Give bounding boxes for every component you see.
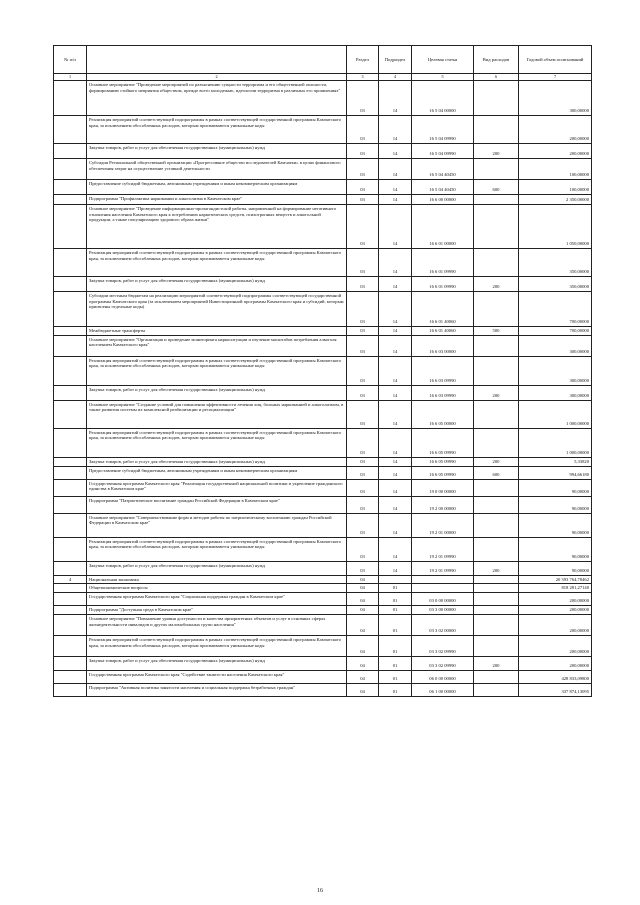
row-target-article-cell: 16 5 04 40450	[412, 159, 474, 180]
row-expense-type-cell: 200	[474, 656, 519, 670]
row-target-article-cell: 19 2 01 00000	[412, 513, 474, 537]
row-name-cell: Реализация мероприятий соответствующей подпрограммы в рамках соответствующей государственной программы Камчатского края, за исключением обособленных расходов, которым присваиваются уникальные коды	[87, 428, 347, 457]
row-podrazdel-cell: 14	[379, 466, 412, 479]
row-razdel-cell: 03	[347, 195, 379, 205]
row-amount-cell: 200,00000	[519, 606, 592, 615]
table-row	[54, 400, 592, 428]
row-name-cell: Закупка товаров, работ и услуг для обеспечения государственных (муниципальных) нужд	[87, 277, 347, 292]
row-expense-type-cell	[474, 593, 519, 606]
row-expense-type-cell: 200	[474, 385, 519, 400]
row-expense-type-cell	[474, 356, 519, 385]
row-num-cell: 4	[54, 575, 87, 584]
row-num-cell	[54, 656, 87, 670]
row-razdel-cell: 03	[347, 561, 379, 575]
row-name-cell: Закупка товаров, работ и услуг для обеспечения государственных (муниципальных) нужд	[87, 385, 347, 400]
table-row	[54, 513, 592, 537]
table-row	[54, 466, 592, 479]
row-name-cell: Межбюджетные трансферты	[87, 327, 347, 336]
row-target-article-cell: 06 1 00 00000	[412, 683, 474, 696]
row-name-cell: Государственная программа Камчатского края "Реализация государственной национальной политики и укрепление гражданского единства в Камчатском крае"	[87, 479, 347, 496]
table-row	[54, 205, 592, 249]
row-name-cell: Государственная программа Камчатского края "Социальная поддержка граждан в Камчатском крае"	[87, 593, 347, 606]
row-podrazdel-cell: 01	[379, 614, 412, 635]
row-amount-cell: 200,00000	[519, 656, 592, 670]
row-num-cell	[54, 159, 87, 180]
row-amount-cell: 90,00000	[519, 479, 592, 496]
table-row	[54, 584, 592, 593]
row-target-article-cell: 16 6 01 00000	[412, 205, 474, 249]
table-row	[54, 116, 592, 144]
table-row	[54, 335, 592, 356]
row-razdel-cell: 03	[347, 292, 379, 327]
row-amount-cell: 90,00000	[519, 513, 592, 537]
row-amount-cell: 428 833,09800	[519, 670, 592, 683]
row-name-cell: Субсидии местным бюджетам на реализацию мероприятий соответствующей подпрограммы соответствующей государственной программы Камчатского края (за исключением мероприятий Инвестиционной программы Камчатского края и субсидий, которым присвоены отдельные коды)	[87, 292, 347, 327]
row-num-cell	[54, 593, 87, 606]
row-razdel-cell: 04	[347, 606, 379, 615]
row-amount-cell: 300,00000	[519, 81, 592, 116]
table-row	[54, 575, 592, 584]
table-row	[54, 81, 592, 116]
row-name-cell: Государственная программа Камчатского края "Содействие занятости населения Камчатского края"	[87, 670, 347, 683]
row-podrazdel-cell: 14	[379, 335, 412, 356]
row-razdel-cell: 04	[347, 614, 379, 635]
row-amount-cell: 100,00000	[519, 159, 592, 180]
row-name-cell: Закупка товаров, работ и услуг для обеспечения государственных (муниципальных) нужд	[87, 457, 347, 466]
row-num-cell	[54, 180, 87, 195]
row-podrazdel-cell: 01	[379, 593, 412, 606]
row-amount-cell: 90,00000	[519, 496, 592, 513]
table-row	[54, 159, 592, 180]
row-expense-type-cell	[474, 584, 519, 593]
row-razdel-cell: 04	[347, 584, 379, 593]
row-razdel-cell: 03	[347, 205, 379, 249]
row-expense-type-cell	[474, 205, 519, 249]
row-razdel-cell: 03	[347, 277, 379, 292]
row-amount-cell: 818 281,27140	[519, 584, 592, 593]
row-razdel-cell: 03	[347, 249, 379, 277]
row-podrazdel-cell: 14	[379, 159, 412, 180]
row-target-article-cell: 16 6 05 09990	[412, 457, 474, 466]
row-num-cell	[54, 292, 87, 327]
row-num-cell	[54, 327, 87, 336]
row-target-article-cell: 16 5 04 00000	[412, 81, 474, 116]
row-target-article-cell: 03 3 00 00000	[412, 606, 474, 615]
row-name-cell: Основное мероприятие "Проведение информационно-пропагандистской работы, направленной на формирование негативного отношения населения Камчатского края к потреблению наркотических средств, психотропных веществ и алкогольной продукции, а также популяризацию здорового образа жизни"	[87, 205, 347, 249]
row-target-article-cell: 19 2 00 00000	[412, 496, 474, 513]
row-amount-cell: 350,00000	[519, 277, 592, 292]
row-num-cell	[54, 400, 87, 428]
row-podrazdel-cell: 14	[379, 385, 412, 400]
row-num-cell	[54, 277, 87, 292]
row-amount-cell: 1 000,00000	[519, 400, 592, 428]
row-podrazdel-cell: 14	[379, 277, 412, 292]
column-number: 1	[54, 74, 87, 81]
row-expense-type-cell	[474, 159, 519, 180]
row-name-cell: Подпрограмма "Активная политика занятости населения и социальная поддержка безработных граждан"	[87, 683, 347, 696]
row-expense-type-cell: 200	[474, 457, 519, 466]
table-row	[54, 606, 592, 615]
row-target-article-cell: 16 6 05 00000	[412, 400, 474, 428]
row-name-cell: Субсидия Региональной общественной организации «Прогрессивное общество исследователей Камчатки» в целях финансового обеспечения затрат на осуществление уставной деятельности	[87, 159, 347, 180]
row-expense-type-cell	[474, 635, 519, 656]
row-expense-type-cell	[474, 81, 519, 116]
row-amount-cell: 200,00000	[519, 593, 592, 606]
row-num-cell	[54, 513, 87, 537]
row-name-cell: Основное мероприятие "Организация и проведение мониторинга наркоситуации и изучение масштабов потребления алкоголя населением Камчатского края"	[87, 335, 347, 356]
row-razdel-cell: 03	[347, 537, 379, 561]
table-row	[54, 385, 592, 400]
row-razdel-cell: 03	[347, 466, 379, 479]
row-expense-type-cell: 200	[474, 277, 519, 292]
table-row	[54, 249, 592, 277]
row-expense-type-cell	[474, 537, 519, 561]
table-row	[54, 457, 592, 466]
row-target-article-cell: 19 2 01 09990	[412, 561, 474, 575]
row-podrazdel-cell: 14	[379, 292, 412, 327]
header-target-article: Целевая статья	[412, 46, 474, 74]
row-target-article-cell	[412, 575, 474, 584]
row-name-cell: Национальная экономика	[87, 575, 347, 584]
row-razdel-cell: 03	[347, 356, 379, 385]
row-podrazdel-cell: 14	[379, 496, 412, 513]
header-podrazdel: Подраздел	[379, 46, 412, 74]
row-expense-type-cell	[474, 513, 519, 537]
row-razdel-cell: 03	[347, 385, 379, 400]
row-target-article-cell: 16 6 03 09990	[412, 385, 474, 400]
row-amount-cell: 700,00000	[519, 292, 592, 327]
row-num-cell	[54, 116, 87, 144]
row-target-article-cell: 03 3 02 09990	[412, 635, 474, 656]
row-num-cell	[54, 466, 87, 479]
row-expense-type-cell: 600	[474, 180, 519, 195]
row-num-cell	[54, 457, 87, 466]
table-row	[54, 537, 592, 561]
row-expense-type-cell	[474, 249, 519, 277]
row-expense-type-cell	[474, 479, 519, 496]
row-num-cell	[54, 606, 87, 615]
row-name-cell: Закупка товаров, работ и услуг для обеспечения государственных (муниципальных) нужд	[87, 144, 347, 159]
row-razdel-cell: 04	[347, 670, 379, 683]
row-amount-cell: 300,00000	[519, 385, 592, 400]
row-num-cell	[54, 584, 87, 593]
row-amount-cell: 300,00000	[519, 356, 592, 385]
row-podrazdel-cell: 01	[379, 584, 412, 593]
table-row	[54, 195, 592, 205]
row-razdel-cell: 03	[347, 400, 379, 428]
row-num-cell	[54, 537, 87, 561]
row-amount-cell: 350,00000	[519, 249, 592, 277]
table-row	[54, 356, 592, 385]
row-amount-cell: 100,00000	[519, 180, 592, 195]
row-name-cell: Реализация мероприятий соответствующей подпрограммы в рамках соответствующей государственной программы Камчатского края, за исключением обособленных расходов, которым присваиваются уникальные коды	[87, 537, 347, 561]
row-amount-cell: 300,00000	[519, 335, 592, 356]
row-podrazdel-cell: 14	[379, 561, 412, 575]
row-name-cell: Основное мероприятие "Совершенствование форм и методов работы по патриотическому воспитанию граждан Российской Федерации в Камчатском крае"	[87, 513, 347, 537]
row-target-article-cell: 03 3 02 00000	[412, 614, 474, 635]
column-number: 7	[519, 74, 592, 81]
row-razdel-cell: 04	[347, 575, 379, 584]
row-podrazdel-cell: 01	[379, 606, 412, 615]
row-name-cell: Основное мероприятие "Проведение мероприятий по разъяснению сущности терроризма и его общественной опасности, формированию стойкого неприятия обществом, прежде всего молодежью, идеологии терроризма в различных его проявлениях"	[87, 81, 347, 116]
row-target-article-cell: 19 0 00 00000	[412, 479, 474, 496]
row-target-article-cell: 16 6 01 40060	[412, 327, 474, 336]
row-num-cell	[54, 195, 87, 205]
row-podrazdel-cell: 01	[379, 683, 412, 696]
table-row	[54, 561, 592, 575]
row-num-cell	[54, 144, 87, 159]
row-podrazdel-cell: 14	[379, 116, 412, 144]
row-podrazdel-cell: 14	[379, 356, 412, 385]
row-num-cell	[54, 249, 87, 277]
row-target-article-cell: 03 3 02 09990	[412, 656, 474, 670]
row-target-article-cell: 16 5 04 09990	[412, 144, 474, 159]
table-row	[54, 180, 592, 195]
row-podrazdel-cell: 14	[379, 81, 412, 116]
row-amount-cell: 1 050,00000	[519, 205, 592, 249]
row-num-cell	[54, 356, 87, 385]
row-target-article-cell: 16 6 05 09990	[412, 428, 474, 457]
budget-table	[53, 45, 592, 697]
table-row	[54, 479, 592, 496]
column-number: 2	[87, 74, 347, 81]
row-num-cell	[54, 670, 87, 683]
row-name-cell: Основное мероприятие "Повышение уровня доступности и качества приоритетных объектов и услуг в основных сферах жизнедеятельности инвалидов и других маломобильных групп населения"	[87, 614, 347, 635]
row-target-article-cell: 03 0 00 00000	[412, 593, 474, 606]
row-target-article-cell: 16 6 03 09990	[412, 356, 474, 385]
row-razdel-cell: 03	[347, 457, 379, 466]
row-expense-type-cell	[474, 496, 519, 513]
row-amount-cell: 20 393 764,78462	[519, 575, 592, 584]
row-razdel-cell: 03	[347, 513, 379, 537]
row-razdel-cell: 04	[347, 635, 379, 656]
row-target-article-cell	[412, 584, 474, 593]
row-target-article-cell: 19 2 01 09990	[412, 537, 474, 561]
row-podrazdel-cell: 14	[379, 537, 412, 561]
row-podrazdel-cell: 01	[379, 670, 412, 683]
table-body	[54, 81, 592, 697]
page-number: 16	[317, 888, 323, 894]
header-name	[87, 46, 347, 74]
document-page	[53, 45, 591, 697]
row-amount-cell: 200,00000	[519, 116, 592, 144]
column-number: 6	[474, 74, 519, 81]
row-podrazdel-cell: 14	[379, 428, 412, 457]
row-name-cell: Подпрограмма "Патриотическое воспитание граждан Российской Федерации в Камчатском крае"	[87, 496, 347, 513]
row-target-article-cell: 16 6 03 00000	[412, 335, 474, 356]
row-amount-cell: 994,66180	[519, 466, 592, 479]
table-row	[54, 683, 592, 696]
row-amount-cell: 200,00000	[519, 144, 592, 159]
row-target-article-cell: 16 6 05 09990	[412, 466, 474, 479]
row-expense-type-cell	[474, 428, 519, 457]
row-num-cell	[54, 635, 87, 656]
row-razdel-cell: 03	[347, 496, 379, 513]
row-num-cell	[54, 683, 87, 696]
row-expense-type-cell: 200	[474, 561, 519, 575]
row-expense-type-cell: 500	[474, 327, 519, 336]
row-name-cell: Предоставление субсидий бюджетным, автономным учреждениям и иным некоммерческим организациям	[87, 466, 347, 479]
row-razdel-cell: 04	[347, 593, 379, 606]
row-razdel-cell: 03	[347, 144, 379, 159]
row-num-cell	[54, 428, 87, 457]
header-annual-amount: Годовой объем ассигнований	[519, 46, 592, 74]
row-target-article-cell: 16 6 01 40060	[412, 292, 474, 327]
row-amount-cell: 2 350,00000	[519, 195, 592, 205]
row-podrazdel-cell: 14	[379, 144, 412, 159]
row-razdel-cell: 03	[347, 327, 379, 336]
row-amount-cell: 337 874,13095	[519, 683, 592, 696]
row-razdel-cell: 03	[347, 428, 379, 457]
row-expense-type-cell	[474, 292, 519, 327]
row-target-article-cell: 16 5 04 09990	[412, 116, 474, 144]
row-expense-type-cell	[474, 670, 519, 683]
column-number: 5	[412, 74, 474, 81]
row-name-cell: Общеэкономические вопросы	[87, 584, 347, 593]
row-name-cell: Основное мероприятие "Создание условий для повышения эффективности лечения лиц, больных наркоманией и алкоголизмом, в также развития системы их комплексной реабилитации и ресоциализации"	[87, 400, 347, 428]
row-num-cell	[54, 335, 87, 356]
table-row	[54, 593, 592, 606]
row-expense-type-cell	[474, 614, 519, 635]
row-podrazdel-cell: 14	[379, 513, 412, 537]
row-target-article-cell: 16 6 01 09990	[412, 277, 474, 292]
table-row	[54, 292, 592, 327]
row-podrazdel-cell: 14	[379, 205, 412, 249]
row-expense-type-cell: 600	[474, 466, 519, 479]
row-expense-type-cell	[474, 195, 519, 205]
row-name-cell: Предоставление субсидий бюджетным, автономным учреждениям и иным некоммерческим организациям	[87, 180, 347, 195]
column-number: 3	[347, 74, 379, 81]
row-podrazdel-cell: 14	[379, 457, 412, 466]
row-razdel-cell: 03	[347, 159, 379, 180]
row-expense-type-cell	[474, 575, 519, 584]
row-podrazdel-cell: 01	[379, 635, 412, 656]
row-num-cell	[54, 561, 87, 575]
row-podrazdel-cell: 14	[379, 249, 412, 277]
row-razdel-cell: 03	[347, 180, 379, 195]
row-num-cell	[54, 385, 87, 400]
row-name-cell: Подпрограмма "Профилактика наркомании и алкоголизма в Камчатском крае"	[87, 195, 347, 205]
row-amount-cell: 200,00000	[519, 614, 592, 635]
row-razdel-cell: 03	[347, 479, 379, 496]
row-name-cell: Закупка товаров, работ и услуг для обеспечения государственных (муниципальных) нужд	[87, 561, 347, 575]
row-expense-type-cell	[474, 606, 519, 615]
row-name-cell: Реализация мероприятий соответствующей подпрограммы в рамках соответствующей государственной программы Камчатского края, за исключением обособленных расходов, которым присваиваются уникальные коды	[87, 635, 347, 656]
row-expense-type-cell	[474, 400, 519, 428]
row-podrazdel-cell: 14	[379, 180, 412, 195]
row-podrazdel-cell: 14	[379, 400, 412, 428]
header-num: № п/п	[54, 46, 87, 74]
row-podrazdel-cell: 14	[379, 327, 412, 336]
row-razdel-cell: 03	[347, 81, 379, 116]
row-name-cell: Реализация мероприятий соответствующей подпрограммы в рамках соответствующей государственной программы Камчатского края, за исключением обособленных расходов, которым присваиваются уникальные коды	[87, 116, 347, 144]
row-num-cell	[54, 479, 87, 496]
table-row	[54, 428, 592, 457]
row-target-article-cell: 16 6 00 00000	[412, 195, 474, 205]
header-expense-type: Вид расходов	[474, 46, 519, 74]
row-amount-cell: 90,00000	[519, 561, 592, 575]
row-razdel-cell: 04	[347, 656, 379, 670]
table-row	[54, 670, 592, 683]
row-amount-cell: 700,00000	[519, 327, 592, 336]
row-amount-cell: 5,33820	[519, 457, 592, 466]
table-row	[54, 635, 592, 656]
row-expense-type-cell	[474, 116, 519, 144]
table-row	[54, 656, 592, 670]
table-header	[54, 46, 592, 74]
column-number: 4	[379, 74, 412, 81]
table-row	[54, 277, 592, 292]
row-target-article-cell: 16 6 01 09990	[412, 249, 474, 277]
row-amount-cell: 200,00000	[519, 635, 592, 656]
row-podrazdel-cell: 14	[379, 479, 412, 496]
row-podrazdel-cell: 14	[379, 195, 412, 205]
row-num-cell	[54, 496, 87, 513]
row-target-article-cell: 06 0 00 00000	[412, 670, 474, 683]
table-row	[54, 614, 592, 635]
row-num-cell	[54, 614, 87, 635]
row-podrazdel-cell: 01	[379, 656, 412, 670]
row-num-cell	[54, 81, 87, 116]
column-number-row	[54, 74, 592, 81]
row-expense-type-cell	[474, 683, 519, 696]
row-name-cell: Подпрограмма "Доступная среда в Камчатском крае"	[87, 606, 347, 615]
table-row	[54, 496, 592, 513]
row-razdel-cell: 03	[347, 116, 379, 144]
row-num-cell	[54, 205, 87, 249]
row-razdel-cell: 04	[347, 683, 379, 696]
header-razdel: Раздел	[347, 46, 379, 74]
row-amount-cell: 90,00000	[519, 537, 592, 561]
row-amount-cell: 1 000,00000	[519, 428, 592, 457]
row-podrazdel-cell	[379, 575, 412, 584]
row-name-cell: Реализация мероприятий соответствующей подпрограммы в рамках соответствующей государственной программы Камчатского края, за исключением обособленных расходов, которым присваиваются уникальные коды	[87, 249, 347, 277]
table-row	[54, 327, 592, 336]
row-target-article-cell: 16 5 04 40450	[412, 180, 474, 195]
table-row	[54, 144, 592, 159]
row-name-cell: Закупка товаров, работ и услуг для обеспечения государственных (муниципальных) нужд	[87, 656, 347, 670]
row-expense-type-cell: 200	[474, 144, 519, 159]
row-razdel-cell: 03	[347, 335, 379, 356]
row-name-cell: Реализация мероприятий соответствующей подпрограммы в рамках соответствующей государственной программы Камчатского края, за исключением обособленных расходов, которым присваиваются уникальные коды	[87, 356, 347, 385]
row-expense-type-cell	[474, 335, 519, 356]
